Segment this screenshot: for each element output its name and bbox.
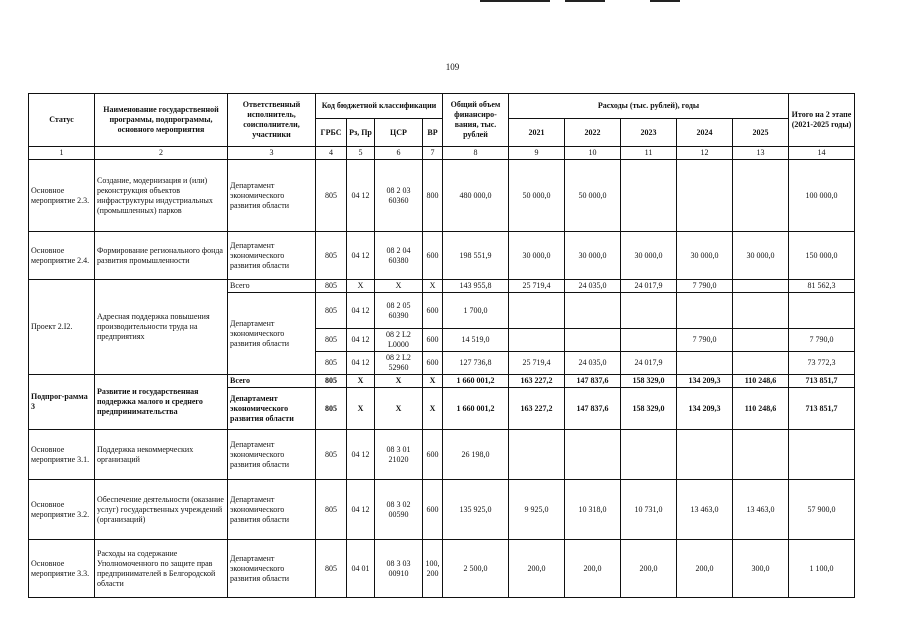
csr-cell: 08 2 L2 L0000	[375, 329, 423, 352]
y2024-cell: 13 463,0	[677, 480, 733, 540]
vr-cell: 100, 200	[423, 540, 443, 598]
name-cell: Развитие и государственная поддержка малого и среднего предпринимательства	[95, 375, 228, 430]
header-total-volume: Общий объем финансиро-вания, тыс. рублей	[443, 94, 509, 147]
itogo-cell: 7 790,0	[789, 329, 855, 352]
y2025-cell: 110 248,6	[733, 388, 789, 430]
table-row	[29, 280, 855, 293]
col-number: 9	[509, 147, 565, 160]
rz-cell: 04 12	[347, 352, 375, 375]
y2023-cell: 24 017,9	[621, 280, 677, 293]
y2021-cell: 163 227,2	[509, 388, 565, 430]
y2025-cell	[733, 280, 789, 293]
page-number: 109	[445, 62, 460, 72]
y2022-cell	[565, 430, 621, 480]
y2022-cell: 10 318,0	[565, 480, 621, 540]
rz-cell: 04 12	[347, 232, 375, 280]
header-csr: ЦСР	[375, 119, 423, 147]
vr-cell: 800	[423, 160, 443, 232]
column-number-row	[29, 147, 855, 160]
y2023-cell: 10 731,0	[621, 480, 677, 540]
col-number: 13	[733, 147, 789, 160]
y2025-cell	[733, 160, 789, 232]
csr-cell: 08 2 L2 52960	[375, 352, 423, 375]
rz-cell: 04 12	[347, 160, 375, 232]
grbs-cell: 805	[316, 480, 347, 540]
csr-cell: 08 2 03 60360	[375, 160, 423, 232]
y2025-cell	[733, 293, 789, 329]
y2021-cell	[509, 430, 565, 480]
y2025-cell: 30 000,0	[733, 232, 789, 280]
total-cell: 26 198,0	[443, 430, 509, 480]
y2024-cell	[677, 352, 733, 375]
table-row	[29, 540, 855, 598]
y2022-cell: 24 035,0	[565, 280, 621, 293]
y2023-cell: 200,0	[621, 540, 677, 598]
total-cell: 143 955,8	[443, 280, 509, 293]
itogo-cell: 1 100,0	[789, 540, 855, 598]
status-cell: Подпрог-рамма 3	[29, 375, 95, 430]
csr-cell: 08 3 03 00910	[375, 540, 423, 598]
y2025-cell: 13 463,0	[733, 480, 789, 540]
y2025-cell: 300,0	[733, 540, 789, 598]
budget-table	[28, 93, 855, 598]
y2023-cell	[621, 430, 677, 480]
name-cell: Поддержка некоммерческих организаций	[95, 430, 228, 480]
name-cell: Формирование регионального фонда развития промышленности	[95, 232, 228, 280]
y2022-cell: 200,0	[565, 540, 621, 598]
csr-cell: X	[375, 388, 423, 430]
y2024-cell	[677, 293, 733, 329]
name-cell: Обеспечение деятельности (оказание услуг) государственных учреждений (организаций)	[95, 480, 228, 540]
grbs-cell: 805	[316, 352, 347, 375]
status-cell: Проект 2.I2.	[29, 280, 95, 375]
itogo-cell: 57 900,0	[789, 480, 855, 540]
header-budget-code: Код бюджетной классификации	[316, 94, 443, 119]
total-cell: 480 000,0	[443, 160, 509, 232]
col-number: 5	[347, 147, 375, 160]
header-name: Наименование государственной программы, подпрограммы, основного мероприятия	[95, 94, 228, 147]
total-cell: 1 700,0	[443, 293, 509, 329]
vr-cell: X	[423, 280, 443, 293]
scan-mark-top-2	[565, 0, 605, 2]
csr-cell: 08 2 04 60380	[375, 232, 423, 280]
header-stage-total: Итого на 2 этапе (2021-2025 годы)	[789, 94, 855, 147]
vr-cell: X	[423, 388, 443, 430]
y2022-cell	[565, 293, 621, 329]
table-row	[29, 430, 855, 480]
table-row	[29, 375, 855, 388]
grbs-cell: 805	[316, 540, 347, 598]
y2025-cell	[733, 430, 789, 480]
vr-cell: X	[423, 375, 443, 388]
y2022-cell	[565, 329, 621, 352]
grbs-cell: 805	[316, 430, 347, 480]
grbs-cell: 805	[316, 160, 347, 232]
col-number: 3	[228, 147, 316, 160]
header-rz-pr: Рз, Пр	[347, 119, 375, 147]
itogo-cell: 100 000,0	[789, 160, 855, 232]
total-cell: 198 551,9	[443, 232, 509, 280]
col-number: 8	[443, 147, 509, 160]
scan-mark-top-1	[480, 0, 550, 2]
responsible-cell: Департамент экономического развития области	[228, 232, 316, 280]
rz-cell: X	[347, 388, 375, 430]
responsible-cell: Департамент экономического развития области	[228, 480, 316, 540]
grbs-cell: 805	[316, 280, 347, 293]
grbs-cell: 805	[316, 375, 347, 388]
y2024-cell: 30 000,0	[677, 232, 733, 280]
y2021-cell: 9 925,0	[509, 480, 565, 540]
responsible-cell: Департамент экономического развития области	[228, 293, 316, 375]
col-number: 14	[789, 147, 855, 160]
rz-cell: 04 12	[347, 430, 375, 480]
y2024-cell: 7 790,0	[677, 280, 733, 293]
name-cell: Создание, модернизация и (или) реконструкция объектов инфраструктуры индустриальных (промышленных) парков	[95, 160, 228, 232]
header-responsible: Ответственный исполнитель, соисполнители, участники	[228, 94, 316, 147]
y2022-cell: 24 035,0	[565, 352, 621, 375]
y2021-cell: 25 719,4	[509, 352, 565, 375]
y2023-cell: 24 017,9	[621, 352, 677, 375]
y2025-cell	[733, 352, 789, 375]
csr-cell: X	[375, 375, 423, 388]
y2024-cell	[677, 430, 733, 480]
y2022-cell: 50 000,0	[565, 160, 621, 232]
itogo-cell	[789, 293, 855, 329]
table-row	[29, 160, 855, 232]
status-cell: Основное мероприятие 3.2.	[29, 480, 95, 540]
y2021-cell	[509, 293, 565, 329]
col-number: 6	[375, 147, 423, 160]
y2025-cell	[733, 329, 789, 352]
rz-cell: 04 12	[347, 293, 375, 329]
y2022-cell: 147 837,6	[565, 375, 621, 388]
y2024-cell: 200,0	[677, 540, 733, 598]
header-vr: ВР	[423, 119, 443, 147]
responsible-cell: Департамент экономического развития области	[228, 160, 316, 232]
itogo-cell: 81 562,3	[789, 280, 855, 293]
col-number: 10	[565, 147, 621, 160]
y2021-cell: 30 000,0	[509, 232, 565, 280]
col-number: 12	[677, 147, 733, 160]
status-cell: Основное мероприятие 3.3.	[29, 540, 95, 598]
col-number: 7	[423, 147, 443, 160]
responsible-cell: Департамент экономического развития области	[228, 430, 316, 480]
rz-cell: X	[347, 375, 375, 388]
header-2023: 2023	[621, 119, 677, 147]
responsible-cell: Департамент экономического развития области	[228, 540, 316, 598]
csr-cell: 08 2 05 60390	[375, 293, 423, 329]
csr-cell: 08 3 02 00590	[375, 480, 423, 540]
y2024-cell	[677, 160, 733, 232]
col-number: 1	[29, 147, 95, 160]
grbs-cell: 805	[316, 388, 347, 430]
vr-cell: 600	[423, 329, 443, 352]
header-status: Статус	[29, 94, 95, 147]
vr-cell: 600	[423, 232, 443, 280]
responsible-cell: Всего	[228, 375, 316, 388]
header-2024: 2024	[677, 119, 733, 147]
status-cell: Основное мероприятие 3.1.	[29, 430, 95, 480]
y2023-cell: 158 329,0	[621, 388, 677, 430]
y2021-cell: 163 227,2	[509, 375, 565, 388]
col-number: 2	[95, 147, 228, 160]
itogo-cell: 713 851,7	[789, 388, 855, 430]
header-2022: 2022	[565, 119, 621, 147]
header-row-1	[29, 94, 855, 119]
table-row	[29, 232, 855, 280]
y2022-cell: 30 000,0	[565, 232, 621, 280]
itogo-cell	[789, 430, 855, 480]
header-2021: 2021	[509, 119, 565, 147]
rz-cell: 04 12	[347, 480, 375, 540]
y2023-cell	[621, 329, 677, 352]
table-row	[29, 480, 855, 540]
status-cell: Основное мероприятие 2.3.	[29, 160, 95, 232]
status-cell: Основное мероприятие 2.4.	[29, 232, 95, 280]
responsible-cell: Всего	[228, 280, 316, 293]
total-cell: 1 660 001,2	[443, 375, 509, 388]
y2023-cell: 158 329,0	[621, 375, 677, 388]
scan-mark-top-3	[650, 0, 680, 2]
col-number: 4	[316, 147, 347, 160]
y2024-cell: 7 790,0	[677, 329, 733, 352]
y2023-cell	[621, 293, 677, 329]
vr-cell: 600	[423, 293, 443, 329]
col-number: 11	[621, 147, 677, 160]
name-cell: Расходы на содержание Уполномоченного по защите прав предпринимателей в Белгородской области	[95, 540, 228, 598]
y2024-cell: 134 209,3	[677, 388, 733, 430]
y2021-cell: 25 719,4	[509, 280, 565, 293]
grbs-cell: 805	[316, 329, 347, 352]
rz-cell: 04 12	[347, 329, 375, 352]
itogo-cell: 713 851,7	[789, 375, 855, 388]
header-2025: 2025	[733, 119, 789, 147]
rz-cell: X	[347, 280, 375, 293]
y2025-cell: 110 248,6	[733, 375, 789, 388]
y2023-cell	[621, 160, 677, 232]
y2021-cell: 200,0	[509, 540, 565, 598]
y2023-cell: 30 000,0	[621, 232, 677, 280]
grbs-cell: 805	[316, 232, 347, 280]
total-cell: 127 736,8	[443, 352, 509, 375]
total-cell: 135 925,0	[443, 480, 509, 540]
total-cell: 1 660 001,2	[443, 388, 509, 430]
grbs-cell: 805	[316, 293, 347, 329]
y2021-cell: 50 000,0	[509, 160, 565, 232]
total-cell: 14 519,0	[443, 329, 509, 352]
header-grbs: ГРБС	[316, 119, 347, 147]
rz-cell: 04 01	[347, 540, 375, 598]
itogo-cell: 150 000,0	[789, 232, 855, 280]
header-expenses: Расходы (тыс. рублей), годы	[509, 94, 789, 119]
y2024-cell: 134 209,3	[677, 375, 733, 388]
csr-cell: X	[375, 280, 423, 293]
y2021-cell	[509, 329, 565, 352]
vr-cell: 600	[423, 352, 443, 375]
vr-cell: 600	[423, 480, 443, 540]
vr-cell: 600	[423, 430, 443, 480]
y2022-cell: 147 837,6	[565, 388, 621, 430]
total-cell: 2 500,0	[443, 540, 509, 598]
csr-cell: 08 3 01 21020	[375, 430, 423, 480]
responsible-cell: Департамент экономического развития области	[228, 388, 316, 430]
itogo-cell: 73 772,3	[789, 352, 855, 375]
name-cell: Адресная поддержка повышения производительности труда на предприятиях	[95, 280, 228, 375]
